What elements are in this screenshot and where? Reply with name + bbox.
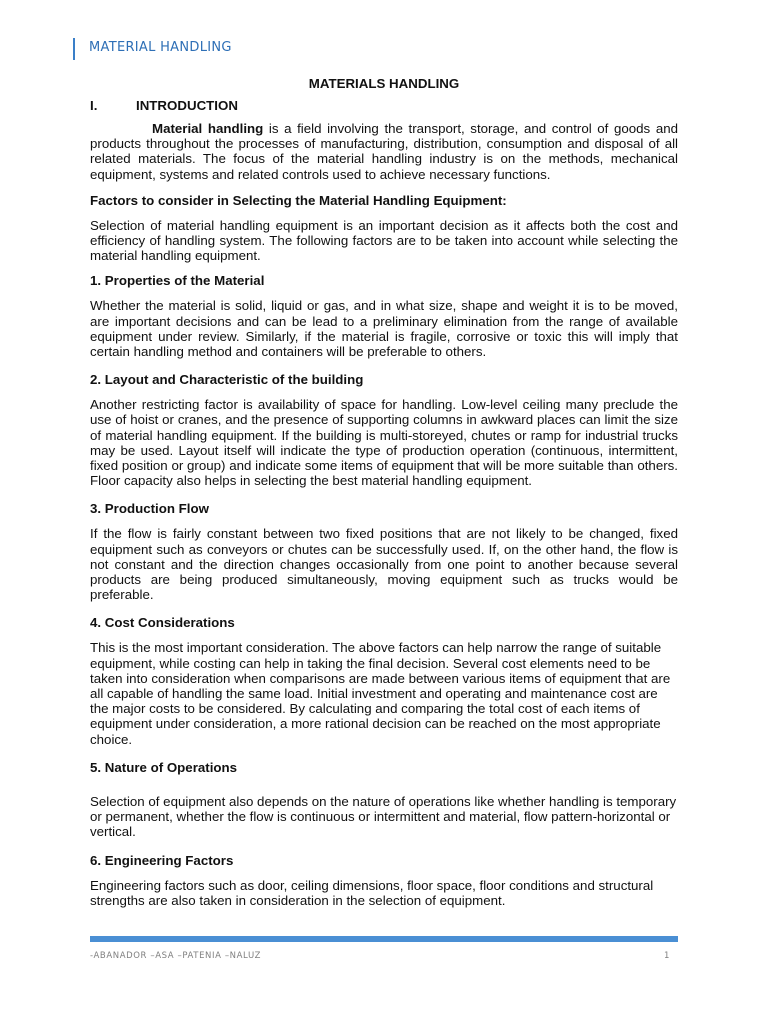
intro-heading-text: INTRODUCTION xyxy=(136,98,238,113)
footer xyxy=(90,951,678,961)
section-heading: 5. Nature of Operations xyxy=(90,759,238,775)
section-heading: 1. Properties of the Material xyxy=(90,273,265,289)
section-paragraph: This is the most important consideration. The above factors can help narrow the range of suitable equipment, while costing can help in taking the final decision. Several cost elements need to be taken into consideration when comparisons are made between various items of equipment that are all capable of handling the same load. Initial investment and operating and maintenance cost are the major costs to be considered. By calculating and comparing the total cost of each items of equipment under consideration, a more rational decision can be reached on the most appropriate choice. xyxy=(90,640,671,747)
section-paragraph: Whether the material is solid, liquid or gas, and in what size, shape and weight it is to be moved, are important decisions and can be lead to a preliminary elimination from the range of available equipment under review. Similarly, if the material is fragile, corrosive or toxic this will imply that certain handling method and containers will be preferable to others. xyxy=(90,298,678,360)
footer-authors: -ABANADOR –ASA –PATENIA –NALUZ xyxy=(90,951,262,961)
section-paragraph: If the flow is fairly constant between two fixed positions that are not likely to be changed, fixed equipment such as conveyors or chutes can be successfully used. If, on the other hand, the flow is not constant and the direction changes occasionally from one point to another because several products are being produced simultaneously, moving equipment such as trucks would be preferable. xyxy=(90,526,678,603)
selection-paragraph: Selection of material handling equipment is an important decision as it affects both the cost and efficiency of handling system. The following factors are to be taken into account while selecting the material handling equipment. xyxy=(90,217,678,264)
page-content xyxy=(90,76,678,908)
footer-bar xyxy=(90,936,678,942)
document-title: MATERIALS HANDLING xyxy=(308,76,460,91)
factors-heading: Factors to consider in Selecting the Material Handling Equipment: xyxy=(90,192,507,208)
intro-heading xyxy=(90,98,678,114)
intro-term: Material handling xyxy=(152,121,264,136)
section-heading: 6. Engineering Factors xyxy=(90,852,234,868)
page-number: 1 xyxy=(663,951,670,961)
running-header: MATERIAL HANDLING xyxy=(73,38,232,60)
intro-paragraph xyxy=(90,121,678,182)
section-paragraph: Engineering factors such as door, ceiling dimensions, floor space, floor conditions and structural strengths are also taken in consideration in the selection of equipment. xyxy=(90,877,654,908)
section-heading: 3. Production Flow xyxy=(90,501,209,517)
section-heading: 4. Cost Considerations xyxy=(90,615,235,631)
intro-number: I. xyxy=(90,98,98,113)
section-paragraph: Another restricting factor is availability of space for handling. Low-level ceiling many preclude the use of hoist or cranes, and the presence of supporting columns in awkward places can limit the size of material handling equipment. If the building is multi-storeyed, chutes or ramp for industrial trucks may be used. Layout itself will indicate the type of production operation (continuous, intermittent, fixed position or group) and indicate some items of equipment that will be more suitable than others. Floor capacity also helps in selecting the best material handling equipment. xyxy=(90,397,678,489)
section-paragraph: Selection of equipment also depends on the nature of operations like whether handling is temporary or permanent, whether the flow is continuous or intermittent and material, flow pattern-horizontal or vertical. xyxy=(90,793,677,840)
section-heading: 2. Layout and Characteristic of the building xyxy=(90,372,364,388)
intro-text: is a field involving the transport, storage, and control of goods and products throughout the processes of manufacturing, distribution, consumption and disposal of all related materials. The focus of the material handling industry is on the methods, mechanical equipment, systems and related controls used to achieve necessary functions. xyxy=(90,121,678,182)
